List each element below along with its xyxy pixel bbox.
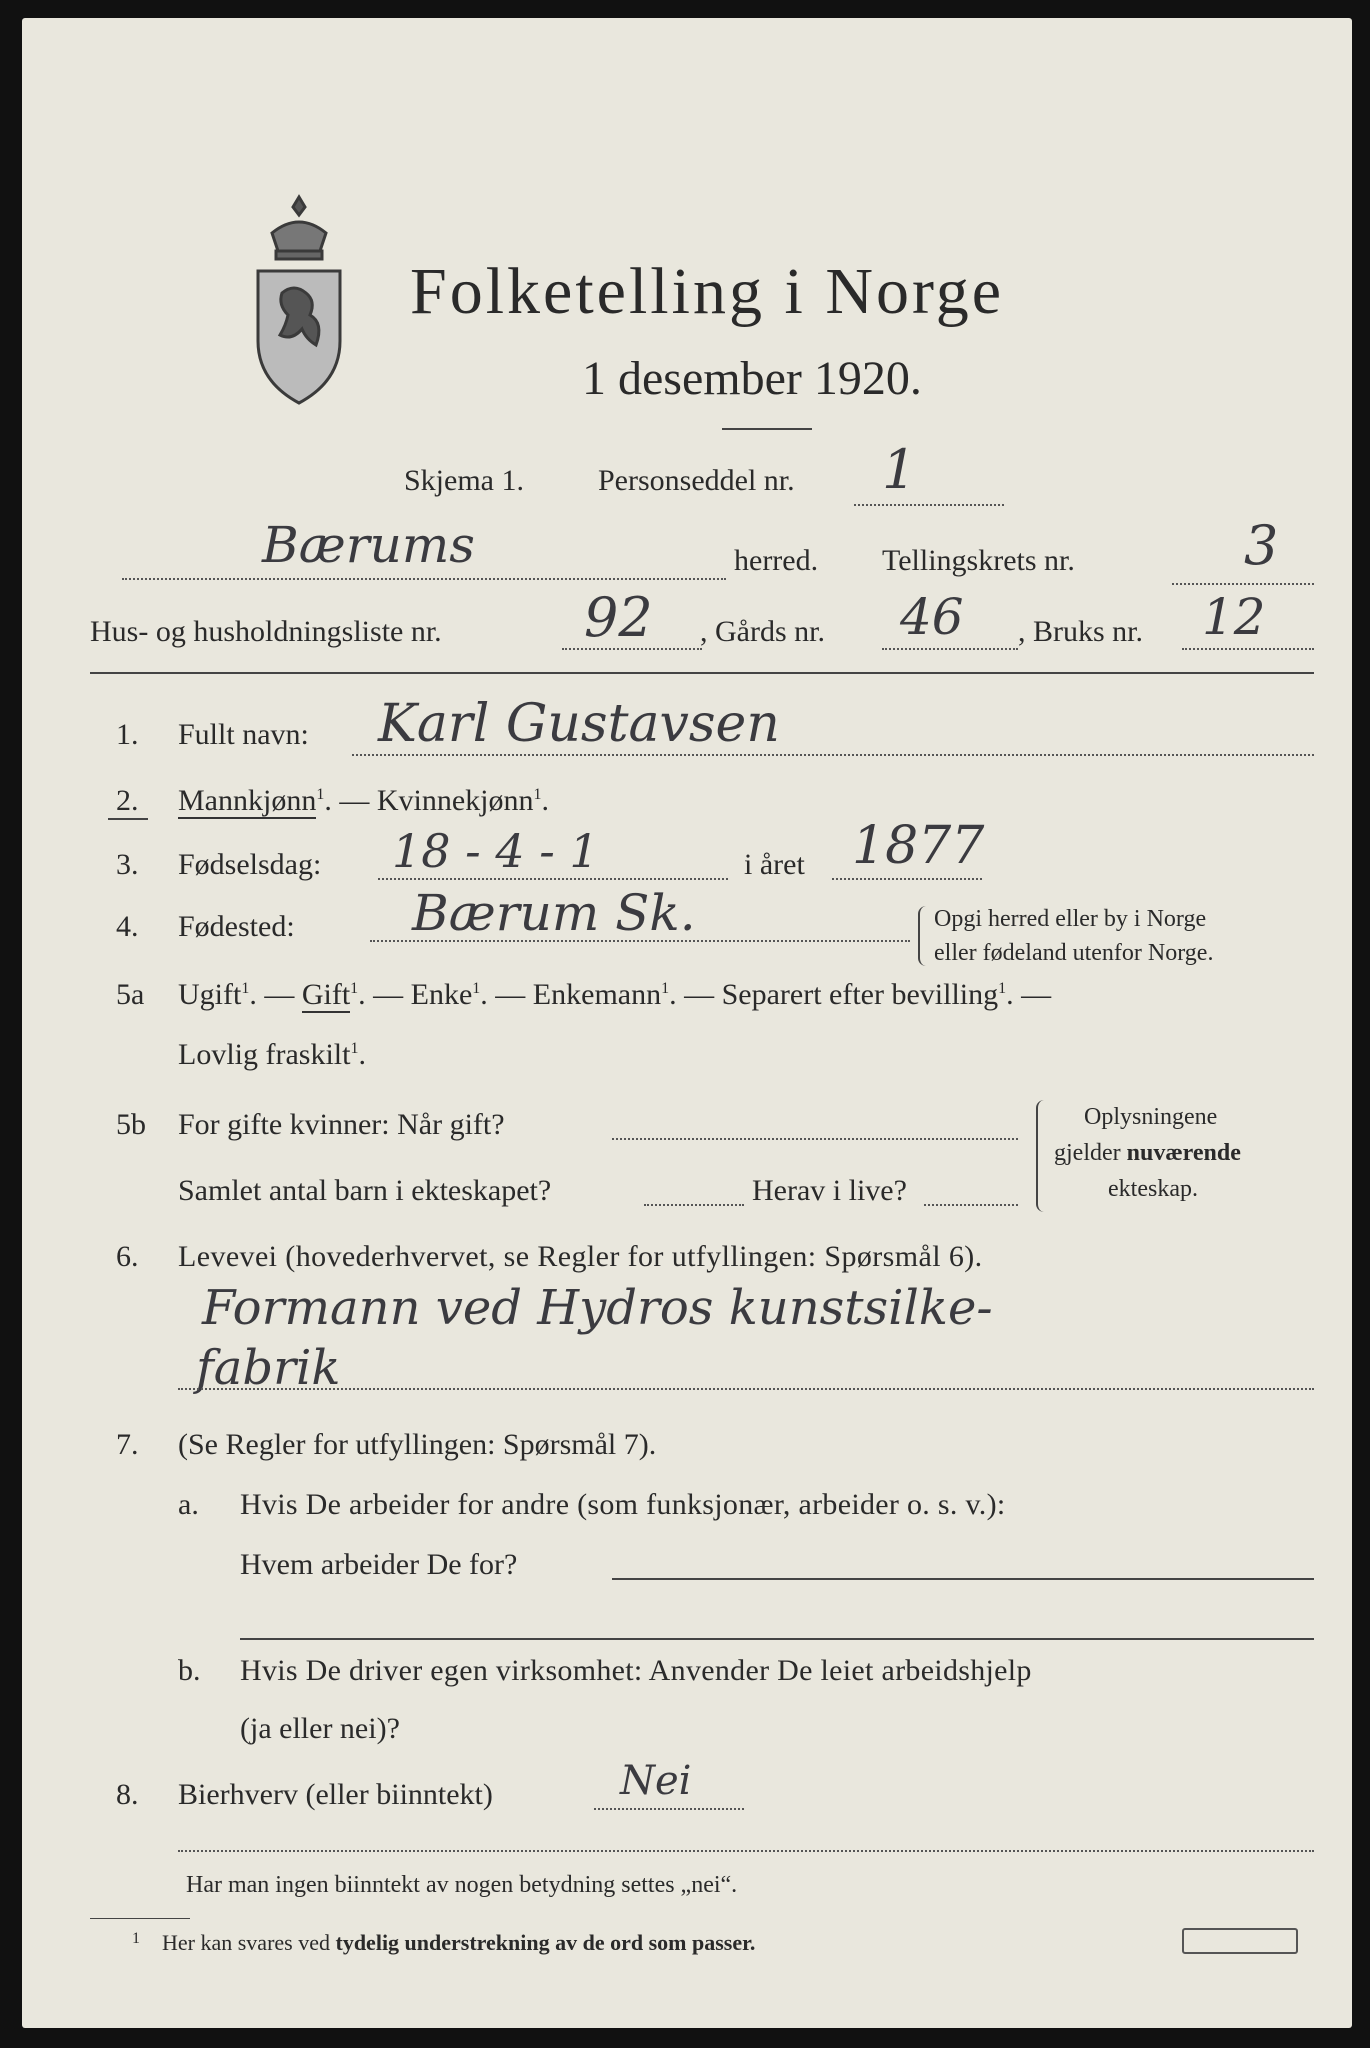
marital-status-options — [178, 978, 1051, 1012]
title-divider — [722, 428, 812, 430]
q5b-alive-label: Herav i live? — [752, 1174, 907, 1207]
coat-of-arms-icon — [250, 193, 348, 408]
married-when-line — [612, 1138, 1018, 1140]
q8-note: Har man ingen biinntekt av nogen betydning settes „nei“. — [186, 1872, 738, 1898]
note-word: gjelder — [1054, 1140, 1121, 1166]
q5b-number: 5b — [116, 1108, 146, 1141]
census-date: 1 desember 1920. — [582, 352, 922, 405]
krets-line — [1172, 583, 1314, 585]
herred-line — [122, 578, 726, 580]
gender-separator: . — — [324, 784, 377, 817]
footnote-marker: 1 — [241, 980, 250, 997]
q5b-married-when-label: For gifte kvinner: Når gift? — [178, 1108, 505, 1141]
header-divider — [90, 672, 1314, 674]
marital-separert[interactable]: Separert efter bevilling — [721, 978, 999, 1011]
birth-year-label: i året — [744, 848, 805, 881]
gards-value: 46 — [900, 588, 964, 646]
q7-number: 7. — [116, 1428, 139, 1461]
bruks-value: 12 — [1202, 588, 1266, 646]
q8-label: Bierhverv (eller biinntekt) — [178, 1778, 493, 1811]
q5a-number: 5a — [116, 978, 145, 1011]
person-number-line — [854, 504, 1004, 506]
gender-female-option[interactable]: Kvinnekjønn — [376, 784, 534, 817]
person-number-value: 1 — [882, 438, 917, 501]
gards-line — [882, 648, 1018, 650]
household-list-label: Hus- og husholdningsliste nr. — [90, 615, 442, 648]
birth-year-value: 1877 — [852, 816, 985, 876]
q6-label: Levevei (hovederhvervet, se Regler for utfyllingen: Spørsmål 6). — [178, 1240, 983, 1273]
footnote-marker: 1 — [472, 980, 481, 997]
form-number-label: Skjema 1. — [404, 464, 524, 497]
occupation-line — [178, 1388, 1314, 1390]
printer-stamp — [1182, 1928, 1298, 1954]
gender-options — [178, 784, 549, 818]
footnote-marker: 1 — [316, 786, 325, 803]
herred-value: Bærums — [262, 516, 475, 574]
krets-label: Tellingskrets nr. — [882, 544, 1075, 577]
employer-line — [612, 1578, 1314, 1580]
gards-label: , Gårds nr. — [700, 615, 825, 648]
census-form — [22, 18, 1352, 2028]
side-income-value: Nei — [620, 1758, 692, 1804]
footnote-marker: 1 — [998, 980, 1007, 997]
separator: . — — [480, 978, 526, 1011]
form-title: Folketelling i Norge — [410, 255, 1005, 328]
q7a-number: a. — [178, 1488, 199, 1521]
marital-gift[interactable]: Gift — [301, 978, 351, 1011]
q3-label: Fødselsdag: — [178, 848, 322, 881]
marital-lovlig-fraskilt[interactable]: Lovlig fraskilt — [178, 1038, 351, 1071]
krets-value: 3 — [1244, 514, 1279, 577]
q7a-label-line1: Hvis De arbeider for andre (som funksjonær, arbeider o. s. v.): — [240, 1488, 1006, 1521]
footnote-text-b: tydelig understrekning av de ord som passer. — [335, 1930, 756, 1955]
occupation-value-line1: Formann ved Hydros kunstsilke- — [202, 1280, 993, 1336]
footnote-mark: 1 — [132, 1930, 140, 1947]
q4-note-brace — [918, 906, 928, 966]
q4-note-line2: eller fødeland utenfor Norge. — [934, 940, 1214, 966]
marital-enke[interactable]: Enke — [410, 978, 473, 1011]
birth-year-line — [832, 878, 982, 880]
employer-line-2 — [240, 1638, 1314, 1640]
footnote-marker: 1 — [661, 980, 670, 997]
q7b-label-line2: (ja eller nei)? — [240, 1712, 400, 1745]
q4-label: Fødested: — [178, 910, 295, 943]
marital-ugift[interactable]: Ugift — [178, 978, 242, 1011]
q6-number: 6. — [116, 1240, 139, 1273]
q8-number: 8. — [116, 1778, 139, 1811]
q5b-note-brace — [1036, 1100, 1046, 1212]
birth-date-value: 18 - 4 - 1 — [392, 824, 599, 878]
footnote-marker: 1 — [350, 980, 359, 997]
birthplace-line — [370, 940, 910, 942]
q7-label: (Se Regler for utfyllingen: Spørsmål 7). — [178, 1428, 657, 1461]
separator: . — — [358, 978, 404, 1011]
person-number-label: Personseddel nr. — [598, 464, 795, 497]
q7b-label-line1: Hvis De driver egen virksomhet: Anvender De leiet arbeidshjelp — [240, 1654, 1032, 1687]
bruks-line — [1182, 648, 1314, 650]
bruks-label: , Bruks nr. — [1018, 615, 1144, 648]
q5b-note-line3: ekteskap. — [1108, 1176, 1198, 1202]
q1-number: 1. — [116, 718, 139, 751]
separator: . — — [1006, 978, 1052, 1011]
footnote-marker: 1 — [533, 786, 542, 803]
household-list-value: 92 — [584, 586, 653, 649]
q5b-children-label: Samlet antal barn i ekteskapet? — [178, 1174, 552, 1207]
q5b-note-line1: Oplysningene — [1084, 1104, 1218, 1130]
gender-male-option[interactable]: Mannkjønn — [178, 784, 317, 817]
q7b-number: b. — [178, 1654, 201, 1687]
occupation-value-line2: fabrik — [196, 1340, 341, 1396]
q2-number: 2. — [116, 784, 139, 817]
alive-line — [924, 1204, 1018, 1206]
footnote-text-a: Her kan svares ved — [162, 1930, 330, 1955]
period: . — [358, 1038, 366, 1071]
marital-lovlig-row — [178, 1038, 366, 1072]
q3-number: 3. — [116, 848, 139, 881]
separator: . — — [669, 978, 715, 1011]
full-name-value: Karl Gustavsen — [378, 694, 780, 754]
side-income-line — [594, 1808, 744, 1810]
footnote-divider — [90, 1918, 190, 1919]
birthplace-value: Bærum Sk. — [412, 884, 696, 942]
footnote-marker: 1 — [350, 1040, 359, 1057]
q1-label: Fullt navn: — [178, 718, 309, 751]
note-word-bold: nuværende — [1126, 1140, 1241, 1166]
children-line — [644, 1204, 744, 1206]
q2-underline — [108, 818, 148, 820]
q4-note-line1: Opgi herred eller by i Norge — [934, 906, 1207, 932]
birth-date-line — [378, 878, 728, 880]
full-name-line — [352, 754, 1314, 756]
footnote-text — [162, 1930, 755, 1956]
herred-label: herred. — [734, 544, 819, 577]
q4-number: 4. — [116, 910, 139, 943]
side-income-line-2 — [178, 1850, 1314, 1852]
separator: . — — [249, 978, 295, 1011]
gender-end: . — [541, 784, 549, 817]
marital-enkemann[interactable]: Enkemann — [532, 978, 662, 1011]
q5b-note-line2 — [1054, 1140, 1241, 1167]
q7a-label-line2: Hvem arbeider De for? — [240, 1548, 518, 1581]
household-list-line — [562, 648, 702, 650]
